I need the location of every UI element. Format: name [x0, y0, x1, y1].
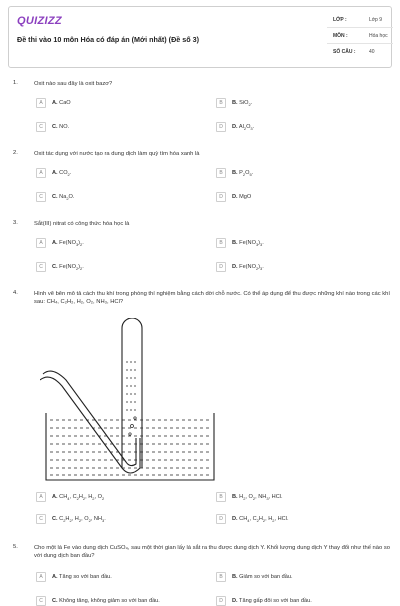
question-number: 4.: [13, 290, 18, 296]
option-letter-box: A: [36, 572, 46, 582]
option-letter-box: C: [36, 262, 46, 272]
option-letter-box: C: [36, 596, 46, 606]
meta-value: Hóa học: [369, 33, 388, 39]
option-letter-box: A: [36, 98, 46, 108]
option-letter-box: C: [36, 122, 46, 132]
option-text: A. CaO: [52, 100, 71, 106]
meta-value: 40: [369, 49, 375, 55]
question-text: Hình vẽ bên mô tả cách thu khí trong phòng thí nghiệm bằng cách dời chỗ nước. Có thể áp dụng để thu được những khí nào trong các khí sau: CH₄, C₂H₂, H₂, O₂, NH₃, HCl?: [34, 291, 390, 305]
option-text: B. $Fe(NO_3)_3$.: [232, 240, 264, 248]
option-letter-box: D: [216, 122, 226, 132]
option-text: C. $C_2H_2$, $H_2$, $O_2$, $NH_3$.: [52, 516, 106, 524]
gas-collection-diagram: [40, 318, 220, 484]
option-text: A. $CO_2$.: [52, 170, 72, 178]
worksheet-header: [8, 6, 392, 68]
option-letter-box: A: [36, 168, 46, 178]
worksheet-title: Đề thi vào 10 môn Hóa có đáp án (Mới nhất) (Đề số 3): [17, 35, 200, 44]
meta-row-grade: [327, 13, 393, 28]
question-number: 3.: [13, 220, 18, 226]
question-number: 2.: [13, 150, 18, 156]
option-text: C. $Na_2O$.: [52, 194, 75, 202]
option-text: A. $Fe(NO_3)_2$.: [52, 240, 84, 248]
question-text: Sắt(III) nitrat có công thức hóa học là: [34, 221, 130, 227]
question-number: 5.: [13, 544, 18, 550]
option-letter-box: D: [216, 514, 226, 524]
option-letter-box: D: [216, 192, 226, 202]
meta-key: LỚP :: [333, 17, 347, 23]
option-text: D. $CH_4$, $C_2H_2$, $H_2$, HCl.: [232, 516, 289, 524]
question-text: Oxit nào sau đây là oxit bazơ?: [34, 81, 113, 87]
option-text: B. SiO$_2$.: [232, 100, 253, 108]
question-number: 1.: [13, 80, 18, 86]
option-letter-box: A: [36, 238, 46, 248]
option-text: B. $P_2O_5$.: [232, 170, 254, 178]
question-text: Cho một lá Fe vào dung dịch CuSO₄, sau một thời gian lấy lá sắt ra thu được dung dịch Y. Khối lượng dung dịch Y thay đổi như thế nào so với dung dịch ban đầu?: [34, 545, 390, 559]
meta-key: MÔN :: [333, 33, 348, 39]
option-letter-box: A: [36, 492, 46, 502]
quizizz-logo[interactable]: QUIZIZZ: [17, 15, 62, 27]
option-letter-box: C: [36, 514, 46, 524]
option-text: C. $Fe(NO_2)_2$.: [52, 264, 84, 272]
option-text: D. $Fe(NO_2)_3$.: [232, 264, 264, 272]
question-text: Oxit tác dụng với nước tạo ra dung dịch làm quỳ tím hóa xanh là: [34, 151, 200, 157]
option-letter-box: B: [216, 572, 226, 582]
option-text: B. $H_2$, $O_2$, $NH_3$, HCl.: [232, 494, 283, 502]
option-letter-box: B: [216, 492, 226, 502]
option-letter-box: B: [216, 98, 226, 108]
meta-row-count: [327, 45, 393, 59]
option-letter-box: C: [36, 192, 46, 202]
meta-key: SỐ CÂU :: [333, 49, 356, 55]
option-letter-box: B: [216, 238, 226, 248]
option-letter-box: D: [216, 596, 226, 606]
meta-row-subject: [327, 29, 393, 44]
option-letter-box: D: [216, 262, 226, 272]
option-letter-box: B: [216, 168, 226, 178]
option-text: D. MgO: [232, 194, 252, 200]
meta-value: Lớp 9: [369, 17, 383, 23]
option-text: C. NO.: [52, 124, 70, 130]
option-text: A. $CH_4$, $C_2H_2$, $H_2$, $O_2$: [52, 494, 105, 502]
option-text: C. Không tăng, không giảm so với ban đầu.: [52, 598, 160, 604]
option-text: D. Tăng gấp đôi so với ban đầu.: [232, 598, 312, 604]
option-text: D. $Al_2O_3$.: [232, 124, 255, 132]
option-text: A. Tăng so với ban đầu.: [52, 574, 112, 580]
option-text: B. Giảm so với ban đầu.: [232, 574, 293, 580]
